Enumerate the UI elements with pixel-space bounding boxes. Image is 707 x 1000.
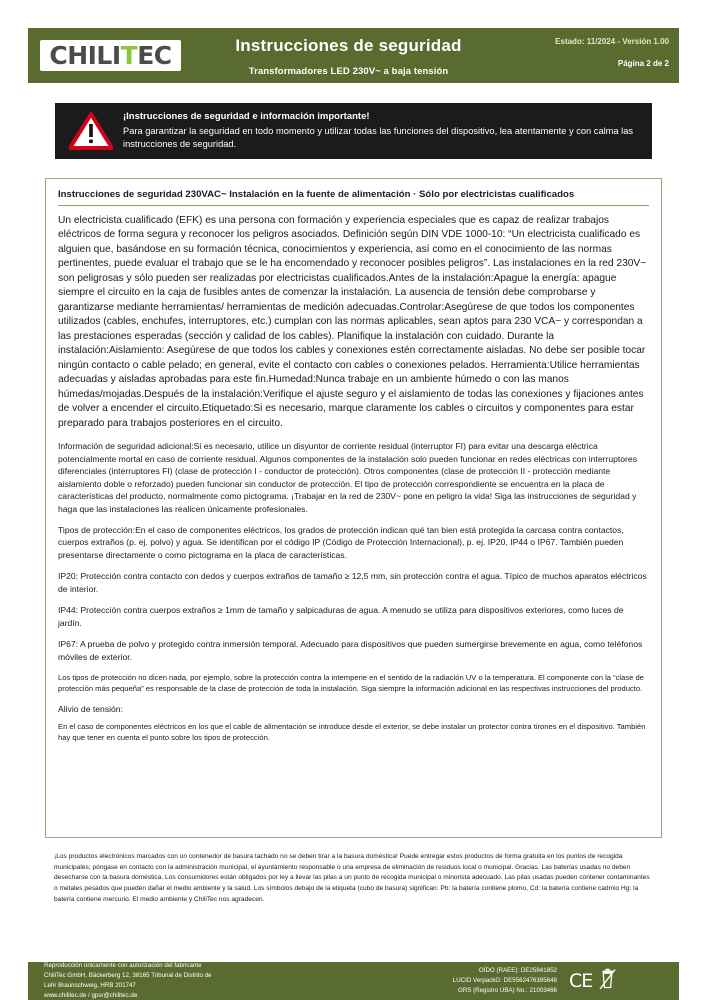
page-header [28,28,679,83]
footer-line-1: Reproducción únicamente con autorización del fabricante [44,961,202,969]
footer-line-3: Lehr Braunschweig, HRB 201747 [44,982,136,989]
footer-line-4[interactable]: www.chilitec.de / gpsr@chilitec.de [44,992,138,1000]
strain-relief-title: Alivio de tensión: [58,703,123,714]
paragraph-6: IP67: A prueba de polvo y protegido contra inmersión temporal. Adecuado para dispositivos que pueden sumergirse brevemente en agua, como teléfonos móviles de exterior. [58,639,643,662]
warning-text [117,111,642,152]
grs-registration: GRS (Registro UBA) No.: 21003466 [457,987,557,995]
header-meta [504,28,679,83]
logo-part-3: EC [137,41,172,70]
weee-registration: OÍDO (RAEE): DE25841852 [478,966,557,974]
paragraph-1: Un electricista cualificado (EFK) es una persona con formación y experiencia especiales que es capaz de realizar trabajos eléctricos de forma segura y reconocer los peligros asociados. Definición según DIN VDE 1000-10: “Un electricista cualificado es alguien que, basándose en su formación técnica, conocimientos y experiencia, así como en el conocimiento de las normas pertinentes, puede evaluar el trabajo que se le ha encomendado y reconocer posibles peligros”. Las instalaciones en la red 230V~ son peligrosas y sólo pueden ser realizadas por electricistas cualificados.Antes de la instalación:Apague la energía: apague siempre el circuito en la caja de fusibles antes de comenzar la instalación. La ausencia de tensión debe comprobarse y garantizarse mediante herramientas/ herramientas de medición adecuadas.Controlar:Asegúrese de que todos los componentes utilizados (cables, enchufes, interruptores, etc.) cumplan con las normas aplicables, sean aptos para 230 VCA~ y correspondan a las prestaciones esperadas (sección y calidad de los cables). Planifique la instalación con cuidado. Durante la instalación:Aislamiento: Asegúrese de que todos los cables y conexiones estén correctamente aisladas. No debe ser posible tocar ningún contacto o cable pelado; en general, evite el contacto con cables o conexiones pelados. Herramienta:Utilice herramientas adecuadas y aisladas aprobadas para este fin.Humedad:Nunca trabaje en un ambiente húmedo o con las manos húmedas/mojadas.Después de la instalación:Verifique el ajuste seguro y el aislamiento de todas las conexiones y fijaciones antes de volver a encender el circuito.Etiquetado:Si es necesario, marque claramente los cables o circuitos y componentes para estar preparado para trabajos posteriores en el circuito. [58,215,647,429]
footer-marks [569,968,679,995]
header-center [193,28,504,83]
ce-mark-icon: CE [569,970,593,992]
content-box [45,178,662,838]
logo-part-1: CHILI [49,41,121,70]
page-subtitle: Transformadores LED 230V~ a baja tensión [248,65,449,77]
lucid-registration: LUCID VerpackG: DE5562476395648 [452,976,557,984]
footer-line-2: ChiliTec GmbH, Bäckerberg 12, 38165 Tribunal de Distrito de [44,971,212,979]
section-title: Instrucciones de seguridad 230VAC~ Instalación en la fuente de alimentación · Sólo por electricistas cualificados [58,189,649,206]
disposal-note: ¡Los productos electrónicos marcados con un contenedor de basura tachado no se deben tirar a la basura doméstica! Puede entregar estos productos de forma gratuita en los puntos de recogida municipales; póngase en contacto con la administración municipal, el ayuntamiento responsable o una empresa de eliminación de residuos local o municipal. Gracias. Las baterías usadas no deben desecharse con la basura doméstica. Los consumidores están obligados por ley a llevar las pilas a un punto de recogida municipal o minorista adecuado. Las pilas usadas pueden contener contaminantes o metales pesados que pueden dañar el medio ambiente y la salud. Los símbolos debajo de la etiqueta (cubo de basura) significan: Pb: la batería contiene plomo, Cd: la batería contiene cadmio Hg: la batería contiene mercurio. El medio ambiente y ChiliTec nos agradecen. [54,853,650,903]
page-title: Instrucciones de seguridad [235,36,462,56]
document-status: Estado: 11/2024 - Versión 1.00 [555,37,669,46]
warning-title: ¡Instrucciones de seguridad e información importante! [123,110,370,122]
paragraph-4: IP20: Protección contra contacto con dedos y cuerpos extraños de tamaño ≥ 12,5 mm, sin protección contra el agua. Típico de muchos aparatos eléctricos de interior. [58,571,647,594]
safety-warning-box [55,103,652,159]
paragraph-8: En el caso de componentes eléctricos en los que el cable de alimentación se introduce desde el exterior, se debe instalar un protector contra tirones en el dispositivo. También hay que tener en cuenta el punto sobre los tipos de protección. [58,721,646,743]
page-number: Página 2 de 2 [617,59,669,68]
warning-body: Para garantizar la seguridad en todo momento y utilizar todas las funciones del dispositivo, lea atentamente y con calma las instrucciones de seguridad. [123,125,634,149]
paragraph-7: Los tipos de protección no dicen nada, por ejemplo, sobre la protección contra la intemperie en el sentido de la radiación UV o la temperatura. El componente con la “clase de protección más pequeña” es responsable de la clase de protección de toda la instalación. Siga siempre la información adicional en las respectivas instrucciones del producto. [58,673,644,694]
footer-registration-info [328,966,569,997]
logo-part-2: T [120,41,138,70]
logo-text [40,40,180,71]
brand-logo [28,28,193,83]
paragraph-5: IP44: Protección contra cuerpos extraños ≥ 1mm de tamaño y salpicaduras de agua. A menudo se utiliza para dispositivos exteriores, como luces de jardín. [58,605,624,628]
paragraph-3: Tipos de protección:En el caso de componentes eléctricos, los grados de protección indican qué tan bien está protegida la carcasa contra contactos, cuerpos extraños (p. ej. polvo) y agua. Se identifican por el código IP (Código de Protección Internacional), p. ej. IP20, IP44 o IP67. También pueden presentarse directamente o como pictograma en la placa de características. [58,524,624,560]
paragraph-2: Información de seguridad adicional:Si es necesario, utilice un disyuntor de corriente residual (interruptor FI) para evitar una descarga eléctrica potencialmente mortal en caso de corriente residual. Algunos componentes de la instalación solo pueden funcionar en redes eléctricas con interruptores diferenciales (interruptores FI) (clase de protección I - conductor de protección). Otros componentes (clase de protección II - protección mediante aislamiento doble o reforzado) pueden funcionar sin conductor de protección. El tipo de protección correspondiente se encuentra en la placa de características del producto, normalmente como pictograma. ¡Trabajar en la red de 230V~ pone en peligro la vida! Siga las instrucciones de seguridad y haga que las instalaciones las realicen únicamente profesionales. [58,441,637,514]
footer-company-info [28,961,328,1000]
warning-triangle-icon [65,112,117,150]
crossed-out-wheelie-bin-icon [599,968,616,995]
page-footer [28,962,679,1000]
